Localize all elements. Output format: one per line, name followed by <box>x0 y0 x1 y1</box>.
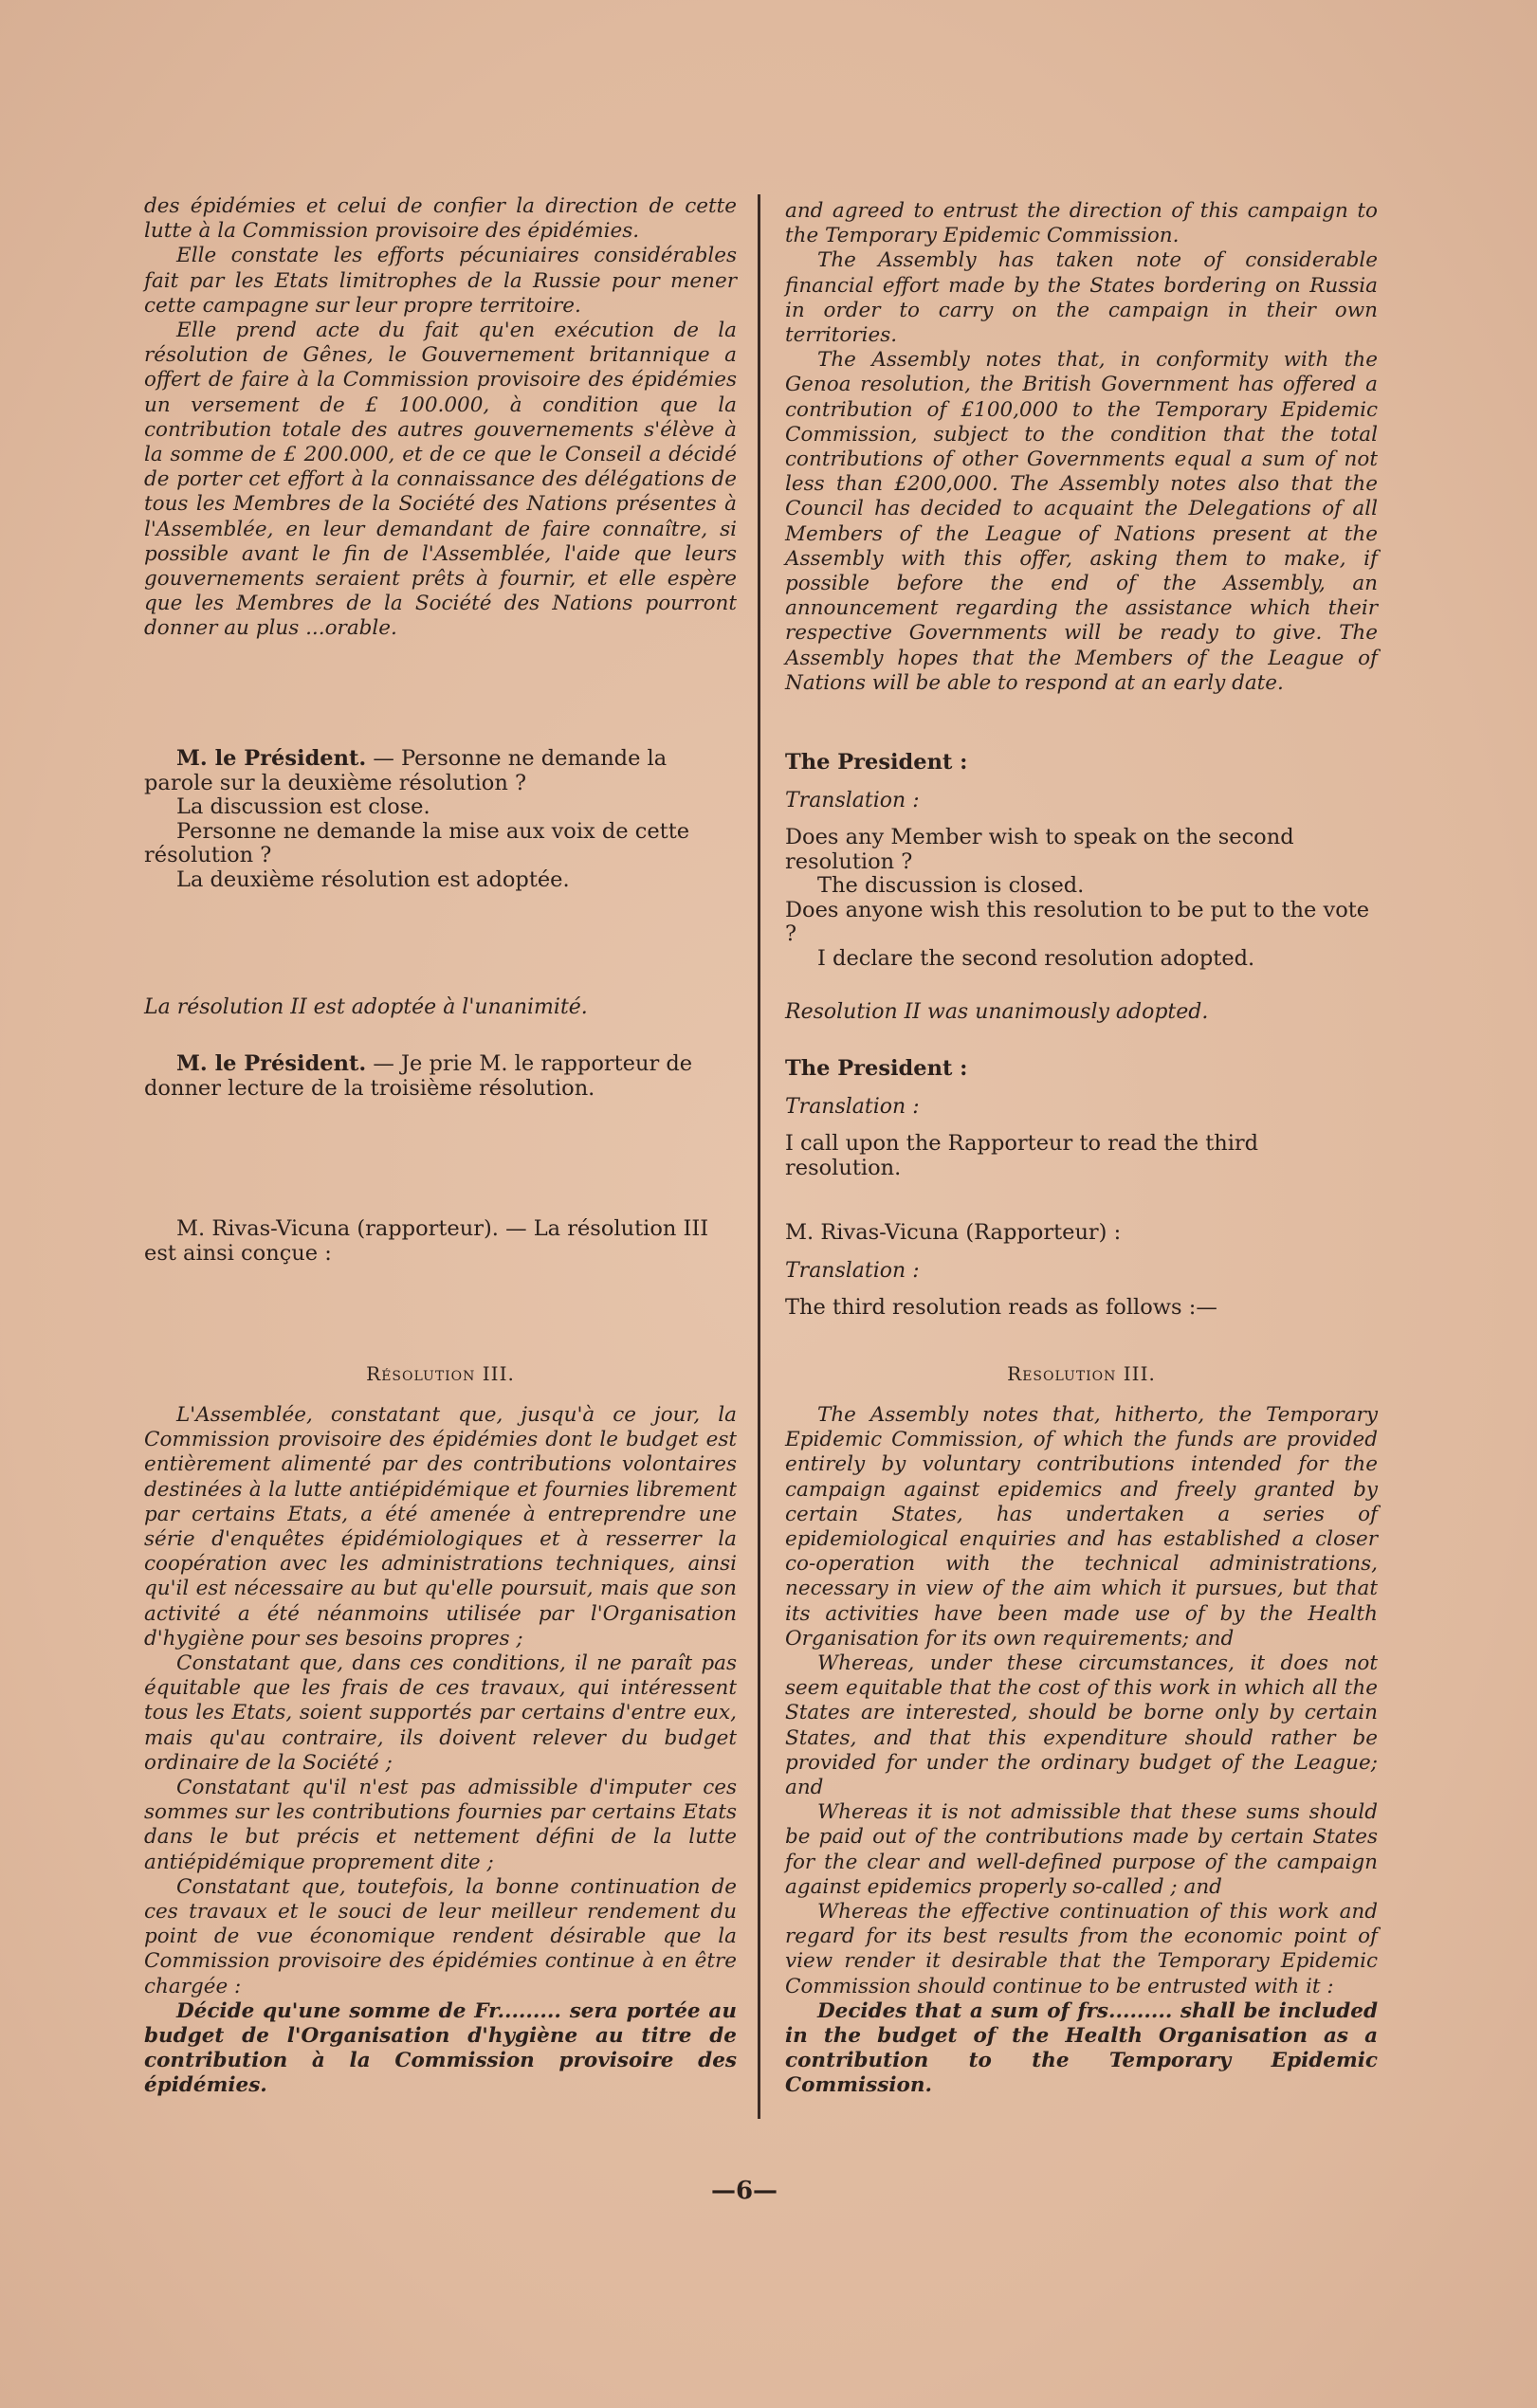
fr-intro-text <box>144 194 737 642</box>
fr-intro-para-3: Elle prend acte du fait qu'en exécution de la résolution de Gênes, le Gouvernement britannique a offert de faire à la Commission provisoire des épidémies un versement de £ 100.000, à condition que la contribution totale des autres gouvernements s'élève à la somme de £ 200.000, et de ce que le Conseil a décidé de porter cet effort à la connaissance des délégations de tous les Membres de la Société des Nations présentes à l'Assemblée, en leur demandant de faire connaître, si possible avant le fin de l'Assemblée, l'aide que leurs gouvernements seraient prêts à fournir, et elle espère que les Membres de la Société des Nations pourront donner au plus ...orable. <box>144 319 737 641</box>
speech-text: — Personne ne demande la parole sur la deuxième résolution ? <box>144 746 668 795</box>
fr-president-2 <box>144 1052 737 1101</box>
fr-resolution-para: Constatant que, toutefois, la bonne continuation de ces travaux et le souci de leur meilleur rendement du point de vue économique rendent désirable que la Commission provisoire des épidémies continue à en être chargée : <box>144 1874 737 1998</box>
en-unanimity: Resolution II was unanimously adopted. <box>785 1000 1209 1024</box>
speaker-name: M. Rivas-Vicuna <box>176 1216 351 1241</box>
fr-resolution-para: Constatant qu'il n'est pas admissible d'imputer ces sommes sur les contributions fournies par certains Etats dans le but précis et nettement défini de la lutte antiépidémique proprement dite ; <box>144 1776 737 1874</box>
fr-president-1 <box>144 747 737 892</box>
en-intro-para-3: The Assembly notes that, in conformity with the Genoa resolution, the British Government has offered a contribution of £100,000 to the Temporary Epidemic Commission, subject to the condition that the total contributions of other Governments equal a sum of not less than £200,000. The Assembly notes also that the Council has decided to acquaint the Delegations of all Members of the League of Nations present at the Assembly with this offer, asking them to make, if possible before the end of the Assembly, an announcement regarding the assistance which their respective Governments will be ready to give. The Assembly hopes that the Members of the League of Nations will be able to respond at an early date. <box>785 348 1378 695</box>
speaker-name: M. Rivas-Vicuna <box>785 1220 960 1245</box>
en-resolution-para: Whereas the effective continuation of this work and regard for its best results from the economic point of view render it desirable that the Temporary Epidemic Commission should continue to be entrusted with it : <box>785 1900 1378 1998</box>
en-vote-question: Does anyone wish this resolution to be put to the vote ? <box>785 897 1370 946</box>
en-resolution-para: The Assembly notes that, hitherto, the Temporary Epidemic Commission, of which the funds are provided entirely by voluntary contributions intended for the campaign against epidemics and freely granted by certain States, has undertaken a series of epidemiological enquiries and has established a closer co-operation with the technical administrations, necessary in view of the aim which it pursues, but that its activities have been made use of by the Health Organisation for its own requirements; and <box>785 1403 1378 1651</box>
en-call-rapporteur: I call upon the Rapporteur to read the third resolution. <box>785 1131 1259 1180</box>
en-resolution-para: Whereas, under these circumstances, it does not seem equitable that the cost of this work in which all the States are interested, should be borne only by certain States, and that this expenditure should rather be provided for under the ordinary budget of the League; and <box>785 1651 1378 1800</box>
en-rapporteur <box>785 1221 1378 1321</box>
fr-resolution-heading: Résolution III. <box>366 1362 515 1385</box>
translation-label: Translation : <box>785 1094 920 1119</box>
en-third-reads: The third resolution reads as follows :— <box>785 1295 1217 1320</box>
speech-text: (Rapporteur) : <box>959 1220 1122 1245</box>
fr-adopted: La deuxième résolution est adoptée. <box>176 867 570 892</box>
en-intro-para-2: The Assembly has taken note of considerable financial effort made by the States bordering on Russia in order to carry on the campaign in their own territories. <box>785 248 1378 348</box>
fr-intro-para-2: Elle constate les efforts pécuniaires considérables fait par les Etats limitrophes de la Russie pour mener cette campagne sur leur propre territoire. <box>144 244 737 318</box>
fr-resolution-text <box>144 1403 737 2099</box>
speech-text: (rapporteur). — La résolution III est ainsi conçue : <box>144 1216 709 1266</box>
en-resolution-decision: Decides that a sum of frs......... shall be included in the budget of the Health Organisation as a contribution to the Temporary Epidemic Commission. <box>785 1998 1378 2098</box>
en-resolution-text <box>785 1403 1378 2099</box>
en-president-1 <box>785 751 1378 971</box>
page-number: —6— <box>710 2177 778 2205</box>
en-intro-para-1: and agreed to entrust the direction of this campaign to the Temporary Epidemic Commission. <box>785 199 1378 248</box>
fr-vote-question: Personne ne demande la mise aux voix de cette résolution ? <box>144 818 690 867</box>
speech-text: — Je prie M. le rapporteur de donner lecture de la troisième résolution. <box>144 1051 693 1101</box>
en-speak-question: Does any Member wish to speak on the second resolution ? <box>785 825 1294 874</box>
translation-label: Translation : <box>785 788 920 812</box>
speaker-name: M. le Président. <box>176 1051 367 1076</box>
en-resolution-heading: Resolution III. <box>1007 1362 1156 1385</box>
fr-discussion-closed: La discussion est close. <box>176 794 430 819</box>
en-president-2 <box>785 1057 1378 1180</box>
speaker-name: The President : <box>785 750 968 775</box>
fr-intro-para-1: des épidémies et celui de confier la direction de cette lutte à la Commission provisoire des épidémies. <box>144 194 737 244</box>
en-discussion-closed: The discussion is closed. <box>817 873 1085 898</box>
fr-rapporteur <box>144 1217 737 1266</box>
translation-label: Translation : <box>785 1258 920 1283</box>
speaker-name: The President : <box>785 1056 968 1081</box>
fr-resolution-para: Constatant que, dans ces conditions, il ne paraît pas équitable que les frais de ces travaux, qui intéressent tous les Etats, soient supportés par certains d'entre eux, mais qu'au contraire, ils doivent relever du budget ordinaire de la Société ; <box>144 1651 737 1775</box>
fr-resolution-decision: Décide qu'une somme de Fr......... sera portée au budget de l'Organisation d'hygiène au titre de contribution à la Commission provisoire des épidémies. <box>144 1998 737 2098</box>
en-intro-text <box>785 199 1378 696</box>
en-adopted: I declare the second resolution adopted. <box>817 945 1255 971</box>
column-divider <box>758 194 760 2119</box>
fr-resolution-para: L'Assemblée, constatant que, jusqu'à ce jour, la Commission provisoire des épidémies dont le budget est entièrement alimenté par des contributions volontaires destinées à la lutte antiépidémique et fournies librement par certains Etats, a été amenée à entreprendre une série d'enquêtes épidémiologiques et à resserrer la coopération avec les administrations techniques, ainsi qu'il est nécessaire au but qu'elle poursuit, mais que son activité a été néanmoins utilisée par l'Organisation d'hygiène pour ses besoins propres ; <box>144 1403 737 1651</box>
fr-unanimity: La résolution II est adoptée à l'unanimité. <box>144 995 588 1019</box>
speaker-name: M. le Président. <box>176 746 367 771</box>
en-resolution-para: Whereas it is not admissible that these sums should be paid out of the contributions made by certain States for the clear and well-defined purpose of the campaign against epidemics properly so-called ; and <box>785 1800 1378 1899</box>
